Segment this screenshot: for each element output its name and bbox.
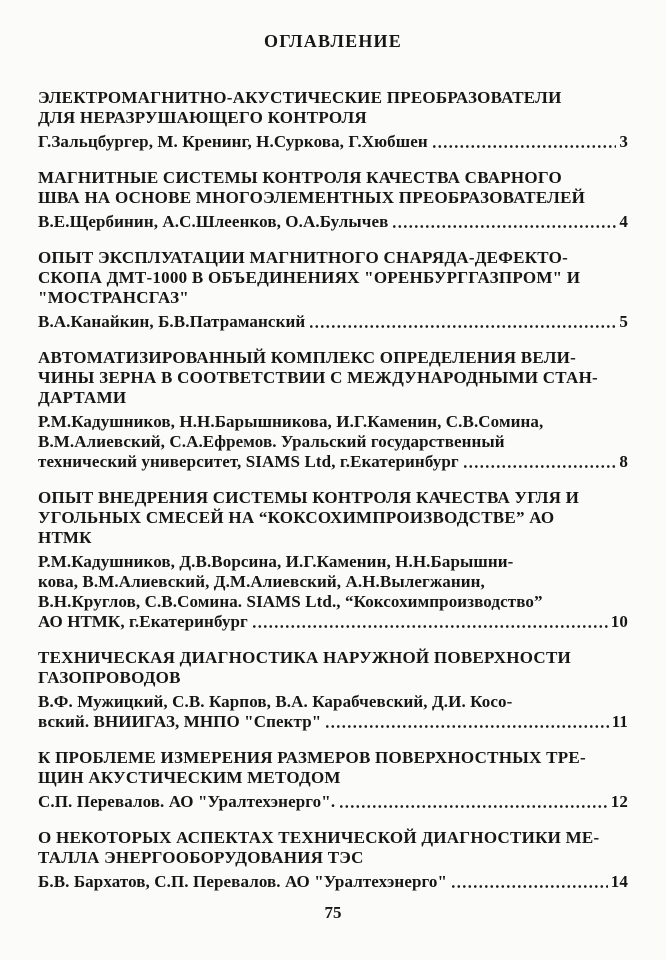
toc-entry <box>38 248 628 332</box>
entry-title-line: ТАЛЛА ЭНЕРГООБОРУДОВАНИЯ ТЭС <box>38 848 364 867</box>
entry-title-line: ОПЫТ ЭКСПЛУАТАЦИИ МАГНИТНОГО СНАРЯДА-ДЕФЕКТО- <box>38 248 569 267</box>
entry-authors-text: В.А.Канайкин, Б.В.Патраманский <box>38 312 306 331</box>
entry-title-line: СКОПА ДМТ-1000 В ОБЪЕДИНЕНИЯХ "ОРЕНБУРГГАЗПРОМ" И <box>38 268 581 287</box>
entry-page-number: 12 <box>610 792 628 811</box>
entry-title <box>38 248 628 308</box>
entry-authors <box>38 312 628 332</box>
entry-authors-line: В.М.Алиевский, С.А.Ефремов. Уральский государственный <box>38 432 505 451</box>
entry-title-line: ТЕХНИЧЕСКАЯ ДИАГНОСТИКА НАРУЖНОЙ ПОВЕРХНОСТИ <box>38 648 572 667</box>
entry-title-line: ЭЛЕКТРОМАГНИТНО-АКУСТИЧЕСКИЕ ПРЕОБРАЗОВАТЕЛИ <box>38 88 562 107</box>
toc-entry <box>38 748 628 812</box>
entry-title <box>38 828 628 868</box>
entry-authors-last-line <box>38 792 628 812</box>
entry-authors <box>38 212 628 232</box>
entry-title <box>38 648 628 688</box>
entry-authors <box>38 412 628 472</box>
entry-authors-text: С.П. Перевалов. АО "Уралтехэнерго". <box>38 792 336 811</box>
entry-authors-text: технический университет, SIAMS Ltd, г.Екатеринбург <box>38 452 459 471</box>
entry-title-line: ДЛЯ НЕРАЗРУШАЮЩЕГО КОНТРОЛЯ <box>38 108 367 127</box>
entry-authors-text: Г.Зальцбургер, М. Кренинг, Н.Суркова, Г.Хюбшен <box>38 132 428 151</box>
entry-page-number: 10 <box>610 612 628 631</box>
entry-authors <box>38 872 628 892</box>
entry-authors-last-line <box>38 712 628 732</box>
dot-leader <box>433 144 617 149</box>
entry-authors-last-line <box>38 872 628 892</box>
entry-title-line: К ПРОБЛЕМЕ ИЗМЕРЕНИЯ РАЗМЕРОВ ПОВЕРХНОСТНЫХ ТРЕ- <box>38 748 586 767</box>
entry-authors-text: Б.В. Бархатов, С.П. Перевалов. АО "Уралтехэнерго" <box>38 872 448 891</box>
dot-leader <box>452 884 608 889</box>
entry-title <box>38 748 628 788</box>
toc-entries <box>38 88 628 892</box>
entry-page-number: 11 <box>611 712 628 731</box>
entry-authors-line: Р.М.Кадушников, Д.В.Ворсина, И.Г.Каменин, Н.Н.Барышни- <box>38 552 514 571</box>
entry-authors-line: кова, В.М.Алиевский, Д.М.Алиевский, А.Н.Вылегжанин, <box>38 572 485 591</box>
entry-title-line: ОПЫТ ВНЕДРЕНИЯ СИСТЕМЫ КОНТРОЛЯ КАЧЕСТВА УГЛЯ И <box>38 488 580 507</box>
toc-entry <box>38 168 628 232</box>
entry-title-line: ЩИН АКУСТИЧЕСКИМ МЕТОДОМ <box>38 768 341 787</box>
entry-authors-line: В.Ф. Мужицкий, С.В. Карпов, В.А. Карабчевский, Д.И. Косо- <box>38 692 513 711</box>
page-title: ОГЛАВЛЕНИЕ <box>264 31 402 51</box>
entry-authors <box>38 552 628 632</box>
entry-authors <box>38 792 628 812</box>
entry-title-line: НТМК <box>38 528 92 547</box>
entry-title <box>38 488 628 548</box>
entry-page-number: 5 <box>619 312 628 331</box>
entry-title <box>38 88 628 128</box>
entry-authors <box>38 132 628 152</box>
entry-authors-last-line <box>38 612 628 632</box>
entry-title-line: УГОЛЬНЫХ СМЕСЕЙ НА “КОКСОХИМПРОИЗВОДСТВЕ” АО <box>38 508 555 527</box>
entry-authors-text: В.Е.Щербинин, А.С.Шлеенков, О.А.Булычев <box>38 212 389 231</box>
dot-leader <box>326 724 608 729</box>
entry-authors-line: Р.М.Кадушников, Н.Н.Барышникова, И.Г.Каменин, С.В.Сомина, <box>38 412 544 431</box>
entry-page-number: 4 <box>619 212 628 231</box>
toc-entry <box>38 348 628 472</box>
dot-leader <box>310 324 616 329</box>
entry-title-line: МАГНИТНЫЕ СИСТЕМЫ КОНТРОЛЯ КАЧЕСТВА СВАРНОГО <box>38 168 562 187</box>
entry-title-line: ЧИНЫ ЗЕРНА В СООТВЕТСТВИИ С МЕЖДУНАРОДНЫМИ СТАН- <box>38 368 598 387</box>
entry-authors-line: В.Н.Круглов, С.В.Сомина. SIAMS Ltd., “Коксохимпроизводство” <box>38 592 543 611</box>
entry-authors-text: вский. ВНИИГАЗ, МНПО "Спектр" <box>38 712 322 731</box>
entry-authors-last-line <box>38 132 628 152</box>
entry-title-line: АВТОМАТИЗИРОВАННЫЙ КОМПЛЕКС ОПРЕДЕЛЕНИЯ ВЕЛИ- <box>38 348 577 367</box>
entry-authors-last-line <box>38 452 628 472</box>
entry-title-line: "МОСТРАНСГАЗ" <box>38 288 189 307</box>
toc-entry <box>38 828 628 892</box>
dot-leader <box>340 804 608 809</box>
entry-title-line: ДАРТАМИ <box>38 388 127 407</box>
entry-title-line: ГАЗОПРОВОДОВ <box>38 668 181 687</box>
entry-page-number: 8 <box>619 452 628 471</box>
entry-title-line: ШВА НА ОСНОВЕ МНОГОЭЛЕМЕНТНЫХ ПРЕОБРАЗОВАТЕЛЕЙ <box>38 188 586 207</box>
entry-title-line: О НЕКОТОРЫХ АСПЕКТАХ ТЕХНИЧЕСКОЙ ДИАГНОСТИКИ МЕ- <box>38 828 600 847</box>
toc-entry <box>38 488 628 632</box>
entry-authors-last-line <box>38 212 628 232</box>
entry-page-number: 14 <box>610 872 628 891</box>
entry-authors <box>38 692 628 732</box>
dot-leader <box>393 224 616 229</box>
entry-authors-last-line <box>38 312 628 332</box>
entry-authors-text: АО НТМК, г.Екатеринбург <box>38 612 248 631</box>
toc-entry <box>38 648 628 732</box>
toc-entry <box>38 88 628 152</box>
dot-leader <box>253 624 608 629</box>
entry-title <box>38 348 628 408</box>
entry-title <box>38 168 628 208</box>
entry-page-number: 3 <box>619 132 628 151</box>
dot-leader <box>464 464 617 469</box>
page-number: 75 <box>324 903 342 922</box>
